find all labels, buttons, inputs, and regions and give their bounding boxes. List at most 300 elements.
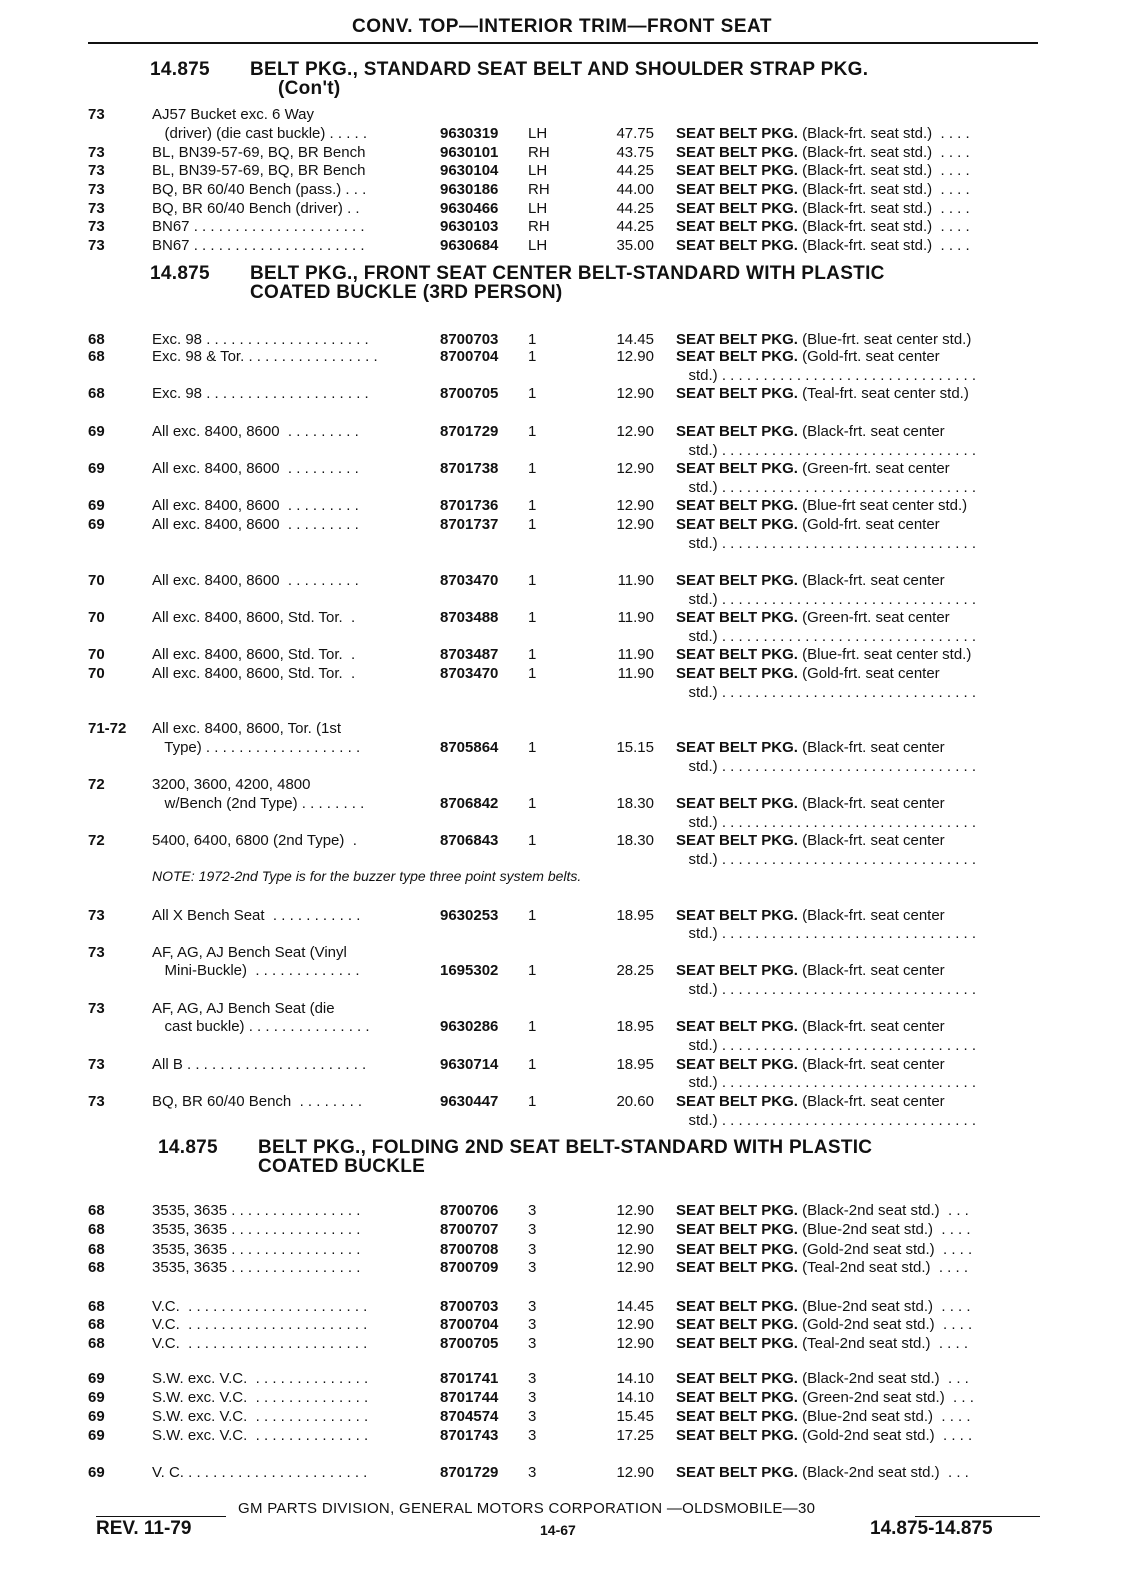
quantity-cell: LH (528, 237, 548, 254)
model-cell: All exc. 8400, 8600 . . . . . . . . . (152, 497, 359, 514)
model-cell: BL, BN39-57-69, BQ, BR Bench (152, 144, 366, 161)
description-cell (676, 422, 1046, 441)
description-text: (Black-2nd seat std.) . . . (797, 1370, 969, 1387)
part-number-cell: 8700703 (440, 331, 499, 348)
description-bold: SEAT BELT PKG. (676, 1316, 798, 1333)
table-row (88, 980, 1048, 999)
table-row (88, 496, 1048, 515)
quantity-cell: 1 (528, 739, 537, 756)
table-row (88, 1463, 1048, 1482)
price-cell: 18.30 (616, 832, 654, 849)
price-cell: 15.15 (616, 739, 654, 756)
table-row (88, 217, 1048, 236)
description-text: (Teal-2nd seat std.) . . . . (797, 1259, 969, 1276)
table-row (88, 961, 1048, 980)
model-cell: Type) . . . . . . . . . . . . . . . . . . . (152, 739, 361, 756)
table-row (88, 757, 1048, 776)
description-cell (676, 1017, 1046, 1036)
description-cell (676, 813, 1046, 832)
model-cell: Exc. 98 . . . . . . . . . . . . . . . . . . . . (152, 385, 369, 402)
description-text: (Teal-2nd seat std.) . . . . (797, 1335, 969, 1352)
description-text: (Blue-frt seat center std.) (797, 497, 968, 514)
description-text: std.) . . . . . . . . . . . . . . . . . . . . . . . . . . . . . . . (676, 1112, 977, 1129)
description-bold: SEAT BELT PKG. (676, 385, 798, 402)
part-number-cell: 1695302 (440, 962, 499, 979)
table-row (88, 1369, 1048, 1388)
section-number: 14.875 (150, 59, 210, 80)
description-cell (676, 627, 1046, 646)
description-text: std.) . . . . . . . . . . . . . . . . . . . . . . . . . . . . . . . (676, 628, 977, 645)
table-row (88, 515, 1048, 534)
year-cell: 68 (88, 1221, 105, 1238)
description-bold: SEAT BELT PKG. (676, 200, 798, 217)
quantity-cell: 1 (528, 1093, 537, 1110)
table-row (88, 441, 1048, 460)
description-cell (676, 1258, 1046, 1277)
year-cell: 69 (88, 1370, 105, 1387)
description-cell (676, 683, 1046, 702)
price-cell: 44.25 (616, 218, 654, 235)
price-cell: 11.90 (617, 665, 654, 682)
section-title-cont: COATED BUCKLE (3RD PERSON) (250, 282, 563, 303)
description-text: (Blue-2nd seat std.) . . . . (797, 1298, 971, 1315)
description-bold: SEAT BELT PKG. (676, 237, 798, 254)
year-cell: 68 (88, 331, 105, 348)
model-cell: V. C. . . . . . . . . . . . . . . . . . . . . . . (152, 1464, 368, 1481)
description-cell (676, 571, 1046, 590)
price-cell: 12.90 (616, 460, 654, 477)
description-bold: SEAT BELT PKG. (676, 1093, 798, 1110)
model-cell: cast buckle) . . . . . . . . . . . . . . . (152, 1018, 370, 1035)
description-cell (676, 1297, 1046, 1316)
description-text: std.) . . . . . . . . . . . . . . . . . . . . . . . . . . . . . . . (676, 1037, 977, 1054)
description-cell (676, 143, 1046, 162)
model-cell: V.C. . . . . . . . . . . . . . . . . . . . . . . (152, 1298, 368, 1315)
price-cell: 44.00 (616, 181, 654, 198)
description-bold: SEAT BELT PKG. (676, 144, 798, 161)
description-text: (Blue-frt. seat center std.) (797, 331, 972, 348)
description-bold: SEAT BELT PKG. (676, 572, 798, 589)
year-cell: 73 (88, 944, 105, 961)
part-number-cell: 8701738 (440, 460, 499, 477)
price-cell: 12.90 (616, 1241, 654, 1258)
description-text: (Black-frt. seat center (797, 832, 945, 849)
part-number-cell: 8703470 (440, 572, 499, 589)
model-cell: 3535, 3635 . . . . . . . . . . . . . . . . (152, 1202, 361, 1219)
description-cell (676, 1315, 1046, 1334)
quantity-cell: 3 (528, 1427, 537, 1444)
description-text: (Black-frt. seat center (797, 907, 945, 924)
description-cell (676, 794, 1046, 813)
description-bold: SEAT BELT PKG. (676, 1056, 798, 1073)
table-row (88, 1055, 1048, 1074)
year-cell: 71-72 (88, 720, 127, 737)
description-text: (Gold-2nd seat std.) . . . . (797, 1241, 973, 1258)
price-cell: 12.90 (616, 1259, 654, 1276)
part-number-cell: 8704574 (440, 1408, 499, 1425)
model-cell: BQ, BR 60/40 Bench (pass.) . . . (152, 181, 367, 198)
quantity-cell: 1 (528, 572, 537, 589)
description-bold: SEAT BELT PKG. (676, 832, 798, 849)
model-cell: AF, AG, AJ Bench Seat (Vinyl (152, 944, 347, 961)
model-cell: BQ, BR 60/40 Bench (driver) . . (152, 200, 360, 217)
model-cell: All B . . . . . . . . . . . . . . . . . . . . . . (152, 1056, 367, 1073)
table-row (88, 1426, 1048, 1445)
description-cell (676, 384, 1046, 403)
description-cell (676, 1388, 1046, 1407)
table-row (88, 347, 1048, 366)
table-row (88, 719, 1048, 738)
table-row (88, 1017, 1048, 1036)
year-cell: 68 (88, 1335, 105, 1352)
description-cell (676, 366, 1046, 385)
description-bold: SEAT BELT PKG. (676, 907, 798, 924)
year-cell: 68 (88, 1202, 105, 1219)
table-row (88, 459, 1048, 478)
model-cell: AJ57 Bucket exc. 6 Way (152, 106, 315, 123)
group-range: 14.875-14.875 (870, 1518, 993, 1539)
model-cell: 3535, 3635 . . . . . . . . . . . . . . . . (152, 1241, 361, 1258)
description-cell (676, 831, 1046, 850)
description-text: (Black-frt. seat std.) . . . . (797, 181, 970, 198)
quantity-cell: 1 (528, 795, 537, 812)
description-bold: SEAT BELT PKG. (676, 218, 798, 235)
model-cell: V.C. . . . . . . . . . . . . . . . . . . . . . . (152, 1316, 368, 1333)
price-cell: 12.90 (616, 423, 654, 440)
price-cell: 20.60 (616, 1093, 654, 1110)
table-row (88, 1315, 1048, 1334)
description-bold: SEAT BELT PKG. (676, 665, 798, 682)
description-cell (676, 980, 1046, 999)
description-cell (676, 1092, 1046, 1111)
section-title: BELT PKG., STANDARD SEAT BELT AND SHOULDER STRAP PKG. (250, 59, 869, 80)
description-text: std.) . . . . . . . . . . . . . . . . . . . . . . . . . . . . . . . (676, 535, 977, 552)
table-row (88, 775, 1048, 794)
model-cell: All exc. 8400, 8600, Std. Tor. . (152, 646, 356, 663)
model-cell: AF, AG, AJ Bench Seat (die (152, 1000, 335, 1017)
description-text: (Green-2nd seat std.) . . . (797, 1389, 974, 1406)
price-cell: 12.90 (616, 1221, 654, 1238)
quantity-cell: 1 (528, 665, 537, 682)
part-number-cell: 8701729 (440, 423, 499, 440)
table-row (88, 590, 1048, 609)
quantity-cell: 1 (528, 1018, 537, 1035)
table-row (88, 831, 1048, 850)
description-text: (Green-frt. seat center (797, 460, 950, 477)
table-row (88, 199, 1048, 218)
section-title: BELT PKG., FRONT SEAT CENTER BELT-STANDARD WITH PLASTIC (250, 263, 885, 284)
description-bold: SEAT BELT PKG. (676, 962, 798, 979)
table-row (88, 1111, 1048, 1130)
quantity-cell: 3 (528, 1370, 537, 1387)
model-cell: Exc. 98 . . . . . . . . . . . . . . . . . . . . (152, 331, 369, 348)
description-text: (Blue-frt. seat center std.) (797, 646, 972, 663)
quantity-cell: 1 (528, 609, 537, 626)
price-cell: 12.90 (616, 497, 654, 514)
description-bold: SEAT BELT PKG. (676, 460, 798, 477)
year-cell: 68 (88, 1241, 105, 1258)
quantity-cell: LH (528, 162, 548, 179)
header-rule (88, 42, 1038, 44)
description-bold: SEAT BELT PKG. (676, 1427, 798, 1444)
part-number-cell: 9630101 (440, 144, 499, 161)
model-cell: All X Bench Seat . . . . . . . . . . . (152, 907, 361, 924)
year-cell: 73 (88, 106, 105, 123)
model-cell: All exc. 8400, 8600 . . . . . . . . . (152, 572, 359, 589)
quantity-cell: 3 (528, 1316, 537, 1333)
year-cell: 73 (88, 162, 105, 179)
description-text: (Green-frt. seat center (797, 609, 950, 626)
description-bold: SEAT BELT PKG. (676, 1370, 798, 1387)
quantity-cell: 1 (528, 331, 537, 348)
year-cell: 69 (88, 497, 105, 514)
part-number-cell: 9630319 (440, 125, 499, 142)
model-cell: All exc. 8400, 8600 . . . . . . . . . (152, 460, 359, 477)
price-cell: 35.00 (616, 237, 654, 254)
part-number-cell: 9630253 (440, 907, 499, 924)
part-number-cell: 8700707 (440, 1221, 499, 1238)
table-row (88, 143, 1048, 162)
part-number-cell: 8705864 (440, 739, 499, 756)
part-number-cell: 8701737 (440, 516, 499, 533)
description-text: std.) . . . . . . . . . . . . . . . . . . . . . . . . . . . . . . . (676, 814, 977, 831)
description-cell (676, 1111, 1046, 1130)
description-text: std.) . . . . . . . . . . . . . . . . . . . . . . . . . . . . . . . (676, 1074, 977, 1091)
description-cell (676, 180, 1046, 199)
description-cell (676, 1055, 1046, 1074)
part-number-cell: 9630466 (440, 200, 499, 217)
quantity-cell: 3 (528, 1298, 537, 1315)
year-cell: 73 (88, 200, 105, 217)
description-cell (676, 496, 1046, 515)
year-cell: 70 (88, 609, 105, 626)
description-text: (Black-frt. seat center (797, 1056, 945, 1073)
year-cell: 73 (88, 1056, 105, 1073)
table-row (88, 999, 1048, 1018)
model-cell: w/Bench (2nd Type) . . . . . . . . (152, 795, 365, 812)
description-bold: SEAT BELT PKG. (676, 1241, 798, 1258)
description-cell (676, 478, 1046, 497)
model-cell: All exc. 8400, 8600 . . . . . . . . . (152, 516, 359, 533)
description-cell (676, 1073, 1046, 1092)
year-cell: 73 (88, 144, 105, 161)
quantity-cell: 1 (528, 516, 537, 533)
table-row (88, 1220, 1048, 1239)
section-number: 14.875 (158, 1137, 218, 1158)
price-cell: 28.25 (616, 962, 654, 979)
year-cell: 69 (88, 423, 105, 440)
footer-rule-left (96, 1516, 226, 1517)
description-bold: SEAT BELT PKG. (676, 1259, 798, 1276)
description-cell (676, 1426, 1046, 1445)
price-cell: 14.45 (616, 331, 654, 348)
description-text: std.) . . . . . . . . . . . . . . . . . . . . . . . . . . . . . . . (676, 925, 977, 942)
description-bold: SEAT BELT PKG. (676, 739, 798, 756)
part-number-cell: 8700703 (440, 1298, 499, 1315)
part-number-cell: 8700709 (440, 1259, 499, 1276)
year-cell: 70 (88, 572, 105, 589)
table-row (88, 384, 1048, 403)
price-cell: 18.95 (616, 907, 654, 924)
price-cell: 11.90 (617, 609, 654, 626)
page-header: CONV. TOP—INTERIOR TRIM—FRONT SEAT (352, 16, 772, 37)
footer-rule-right (915, 1516, 1040, 1517)
description-cell (676, 236, 1046, 255)
year-cell: 68 (88, 385, 105, 402)
description-cell (676, 961, 1046, 980)
year-cell: 72 (88, 832, 105, 849)
quantity-cell: 3 (528, 1389, 537, 1406)
model-cell: 3535, 3635 . . . . . . . . . . . . . . . . (152, 1221, 361, 1238)
table-row (88, 664, 1048, 683)
table-row (88, 1240, 1048, 1259)
description-text: std.) . . . . . . . . . . . . . . . . . . . . . . . . . . . . . . . (676, 758, 977, 775)
part-number-cell: 9630714 (440, 1056, 499, 1073)
description-bold: SEAT BELT PKG. (676, 162, 798, 179)
model-cell: Mini-Buckle) . . . . . . . . . . . . . (152, 962, 360, 979)
model-cell: 3535, 3635 . . . . . . . . . . . . . . . . (152, 1259, 361, 1276)
description-cell (676, 347, 1046, 366)
table-row (88, 1258, 1048, 1277)
description-text: std.) . . . . . . . . . . . . . . . . . . . . . . . . . . . . . . . (676, 684, 977, 701)
model-cell: BN67 . . . . . . . . . . . . . . . . . . . . . (152, 237, 365, 254)
table-row (88, 924, 1048, 943)
part-number-cell: 8700705 (440, 385, 499, 402)
price-cell: 12.90 (616, 348, 654, 365)
year-cell: 73 (88, 1093, 105, 1110)
description-cell (676, 1201, 1046, 1220)
part-number-cell: 8700704 (440, 348, 499, 365)
part-number-cell: 8701744 (440, 1389, 499, 1406)
price-cell: 44.25 (616, 200, 654, 217)
section-heading (158, 1138, 1038, 1176)
model-cell: S.W. exc. V.C. . . . . . . . . . . . . . . (152, 1427, 369, 1444)
description-cell (676, 459, 1046, 478)
quantity-cell: 1 (528, 646, 537, 663)
description-bold: SEAT BELT PKG. (676, 795, 798, 812)
description-text: (Gold-2nd seat std.) . . . . (797, 1427, 973, 1444)
year-cell: 68 (88, 348, 105, 365)
quantity-cell: 3 (528, 1408, 537, 1425)
table-row (88, 608, 1048, 627)
price-cell: 18.95 (616, 1018, 654, 1035)
price-cell: 12.90 (616, 1335, 654, 1352)
price-cell: 12.90 (616, 1464, 654, 1481)
table-row (88, 1334, 1048, 1353)
quantity-cell: 1 (528, 962, 537, 979)
part-number-cell: 9630103 (440, 218, 499, 235)
part-number-cell: 8703487 (440, 646, 499, 663)
description-bold: SEAT BELT PKG. (676, 181, 798, 198)
model-cell: All exc. 8400, 8600 . . . . . . . . . (152, 423, 359, 440)
year-cell: 73 (88, 1000, 105, 1017)
part-number-cell: 8701729 (440, 1464, 499, 1481)
table-row (88, 571, 1048, 590)
quantity-cell: RH (528, 218, 550, 235)
model-cell: V.C. . . . . . . . . . . . . . . . . . . . . . . (152, 1335, 368, 1352)
table-row (88, 1297, 1048, 1316)
table-row (88, 813, 1048, 832)
model-cell: BL, BN39-57-69, BQ, BR Bench (152, 162, 366, 179)
section-title: BELT PKG., FOLDING 2ND SEAT BELT-STANDARD WITH PLASTIC (258, 1137, 873, 1158)
table-row (88, 645, 1048, 664)
quantity-cell: 1 (528, 1056, 537, 1073)
description-text: (Black-frt. seat std.) . . . . (797, 144, 970, 161)
description-bold: SEAT BELT PKG. (676, 1335, 798, 1352)
model-cell: Exc. 98 & Tor. . . . . . . . . . . . . . . . . (152, 348, 378, 365)
price-cell: 18.30 (616, 795, 654, 812)
price-cell: 44.25 (616, 162, 654, 179)
model-cell: BQ, BR 60/40 Bench . . . . . . . . (152, 1093, 363, 1110)
table-row (88, 1036, 1048, 1055)
description-bold: SEAT BELT PKG. (676, 348, 798, 365)
description-text: (Gold-frt. seat center (797, 665, 940, 682)
table-row (88, 366, 1048, 385)
description-cell (676, 1369, 1046, 1388)
table-row (88, 236, 1048, 255)
description-text: (Black-frt. seat center (797, 795, 945, 812)
year-cell: 69 (88, 516, 105, 533)
section-title-cont: COATED BUCKLE (258, 1156, 426, 1177)
year-cell: 70 (88, 665, 105, 682)
quantity-cell: 1 (528, 385, 537, 402)
price-cell: 43.75 (616, 144, 654, 161)
description-text: (Teal-frt. seat center std.) (797, 385, 969, 402)
price-cell: 14.45 (616, 1298, 654, 1315)
quantity-cell: 3 (528, 1464, 537, 1481)
quantity-cell: 3 (528, 1221, 537, 1238)
section-title-cont: (Con't) (278, 78, 341, 99)
year-cell: 73 (88, 907, 105, 924)
description-text: (Black-frt. seat center (797, 1018, 945, 1035)
quantity-cell: LH (528, 200, 548, 217)
model-cell: All exc. 8400, 8600, Std. Tor. . (152, 665, 356, 682)
description-bold: SEAT BELT PKG. (676, 1389, 798, 1406)
quantity-cell: 3 (528, 1202, 537, 1219)
description-cell (676, 1240, 1046, 1259)
quantity-cell: RH (528, 144, 550, 161)
table-row (88, 943, 1048, 962)
description-cell (676, 217, 1046, 236)
description-text: (Gold-frt. seat center (797, 348, 940, 365)
table-row (88, 124, 1048, 143)
description-text: std.) . . . . . . . . . . . . . . . . . . . . . . . . . . . . . . . (676, 981, 977, 998)
description-cell (676, 906, 1046, 925)
section-heading (150, 264, 1030, 302)
year-cell: 73 (88, 181, 105, 198)
table-row (88, 105, 1048, 124)
description-cell (676, 1036, 1046, 1055)
quantity-cell: 1 (528, 832, 537, 849)
table-row (88, 1407, 1048, 1426)
description-text: (Black-frt. seat std.) . . . . (797, 125, 970, 142)
table-row (88, 180, 1048, 199)
description-bold: SEAT BELT PKG. (676, 1408, 798, 1425)
description-text: (Black-frt. seat center (797, 572, 945, 589)
price-cell: 18.95 (616, 1056, 654, 1073)
description-cell (676, 1334, 1046, 1353)
table-row (88, 906, 1048, 925)
quantity-cell: 3 (528, 1259, 537, 1276)
quantity-cell: 3 (528, 1241, 537, 1258)
table-row (88, 794, 1048, 813)
table-row (88, 1388, 1048, 1407)
part-number-cell: 9630684 (440, 237, 499, 254)
quantity-cell: 1 (528, 348, 537, 365)
description-bold: SEAT BELT PKG. (676, 1018, 798, 1035)
part-number-cell: 8700704 (440, 1316, 499, 1333)
price-cell: 14.10 (616, 1370, 654, 1387)
